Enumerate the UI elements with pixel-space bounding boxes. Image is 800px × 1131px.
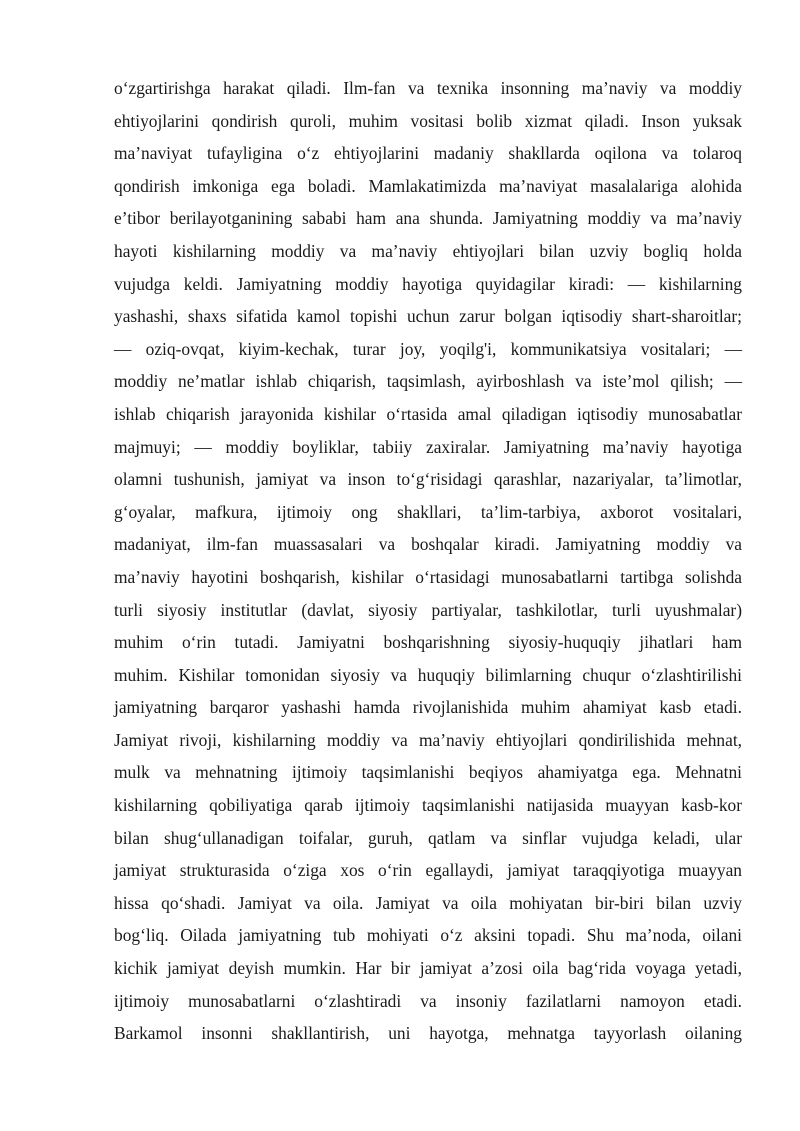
text-line: g‘oyalar, mafkura, ijtimoiy ong shakllari, ta’lim-tarbiya, axborot vositalari, bbox=[114, 501, 742, 522]
text-line: muhim o‘rin tutadi. Jamiyatni boshqarishning siyosiy-huquqiy jihatlari ham bbox=[114, 632, 742, 653]
text-line: e’tibor berilayotganining sababi ham ana shunda. Jamiyatning moddiy va ma’naviy bbox=[114, 208, 742, 229]
text-line: ishlab chiqarish jarayonida kishilar o‘rtasida amal qiladigan iqtisodiy munosabatlar bbox=[114, 403, 742, 424]
text-line: qondirish imkoniga ega boladi. Mamlakatimizda ma’naviyat masalalariga alohida bbox=[114, 175, 742, 196]
text-line: turli siyosiy institutlar (davlat, siyosiy partiyalar, tashkilotlar, turli uyushmalar) bbox=[114, 599, 742, 620]
text-line: Barkamol insonni shakllantirish, uni hayotga, mehnatga tayyorlash oilaning bbox=[114, 1023, 742, 1044]
text-line: o‘zgartirishga harakat qiladi. Ilm-fan va texnika insonning ma’naviy va moddiy bbox=[114, 78, 742, 98]
text-line: ijtimoiy munosabatlarni o‘zlashtiradi va insoniy fazilatlarni namoyon etadi. bbox=[114, 990, 742, 1011]
body-text bbox=[114, 72, 742, 1050]
text-line: bilan shug‘ullanadigan toifalar, guruh, qatlam va sinflar vujudga keladi, ular bbox=[114, 827, 742, 848]
text-line: kishilarning qobiliyatiga qarab ijtimoiy taqsimlanishi natijasida muayyan kasb-kor bbox=[114, 795, 742, 816]
text-line: kichik jamiyat deyish mumkin. Har bir jamiyat a’zosi oila bag‘rida voyaga yetadi, bbox=[114, 958, 742, 979]
text-line: madaniyat, ilm-fan muassasalari va boshqalar kiradi. Jamiyatning moddiy va bbox=[114, 534, 742, 555]
text-line: majmuyi; — moddiy boyliklar, tabiiy zaxiralar. Jamiyatning ma’naviy hayotiga bbox=[114, 436, 742, 457]
text-line: jamiyat strukturasida o‘ziga xos o‘rin egallaydi, jamiyat taraqqiyotiga muayyan bbox=[114, 860, 742, 881]
text-line: vujudga keldi. Jamiyatning moddiy hayotiga quyidagilar kiradi: — kishilarning bbox=[114, 273, 742, 294]
text-line: ma’naviyat tufayligina o‘z ehtiyojlarini madaniy shakllarda oqilona va tolaroq bbox=[114, 143, 742, 164]
text-line: mulk va mehnatning ijtimoiy taqsimlanishi beqiyos ahamiyatga ega. Mehnatni bbox=[114, 762, 742, 783]
text-line: Jamiyat rivoji, kishilarning moddiy va ma’naviy ehtiyojlari qondirilishida mehnat, bbox=[114, 729, 742, 750]
text-line: yashashi, shaxs sifatida kamol topishi uchun zarur bolgan iqtisodiy shart-sharoitlar; bbox=[114, 306, 742, 327]
text-line: ehtiyojlarini qondirish quroli, muhim vositasi bolib xizmat qiladi. Inson yuksak bbox=[114, 110, 742, 131]
text-line: ma’naviy hayotini boshqarish, kishilar o‘rtasidagi munosabatlarni tartibga solishda bbox=[114, 566, 742, 587]
text-line: jamiyatning barqaror yashashi hamda rivojlanishida muhim ahamiyat kasb etadi. bbox=[114, 697, 742, 718]
text-line: muhim. Kishilar tomonidan siyosiy va huquqiy bilimlarning chuqur o‘zlashtirilishi bbox=[114, 664, 742, 685]
text-line: moddiy ne’matlar ishlab chiqarish, taqsimlash, ayirboshlash va iste’mol qilish; — bbox=[114, 371, 742, 392]
text-line: hayoti kishilarning moddiy va ma’naviy ehtiyojlari bilan uzviy bogliq holda bbox=[114, 240, 742, 261]
text-line: olamni tushunish, jamiyat va inson to‘g‘risidagi qarashlar, nazariyalar, ta’limotlar, bbox=[114, 469, 742, 490]
text-line: — oziq-ovqat, kiyim-kechak, turar joy, yoqilg'i, kommunikatsiya vositalari; — bbox=[114, 338, 742, 359]
text-line: bog‘liq. Oilada jamiyatning tub mohiyati o‘z aksini topadi. Shu ma’noda, oilani bbox=[114, 925, 742, 946]
text-line: hissa qo‘shadi. Jamiyat va oila. Jamiyat va oila mohiyatan bir-biri bilan uzviy bbox=[114, 892, 742, 913]
